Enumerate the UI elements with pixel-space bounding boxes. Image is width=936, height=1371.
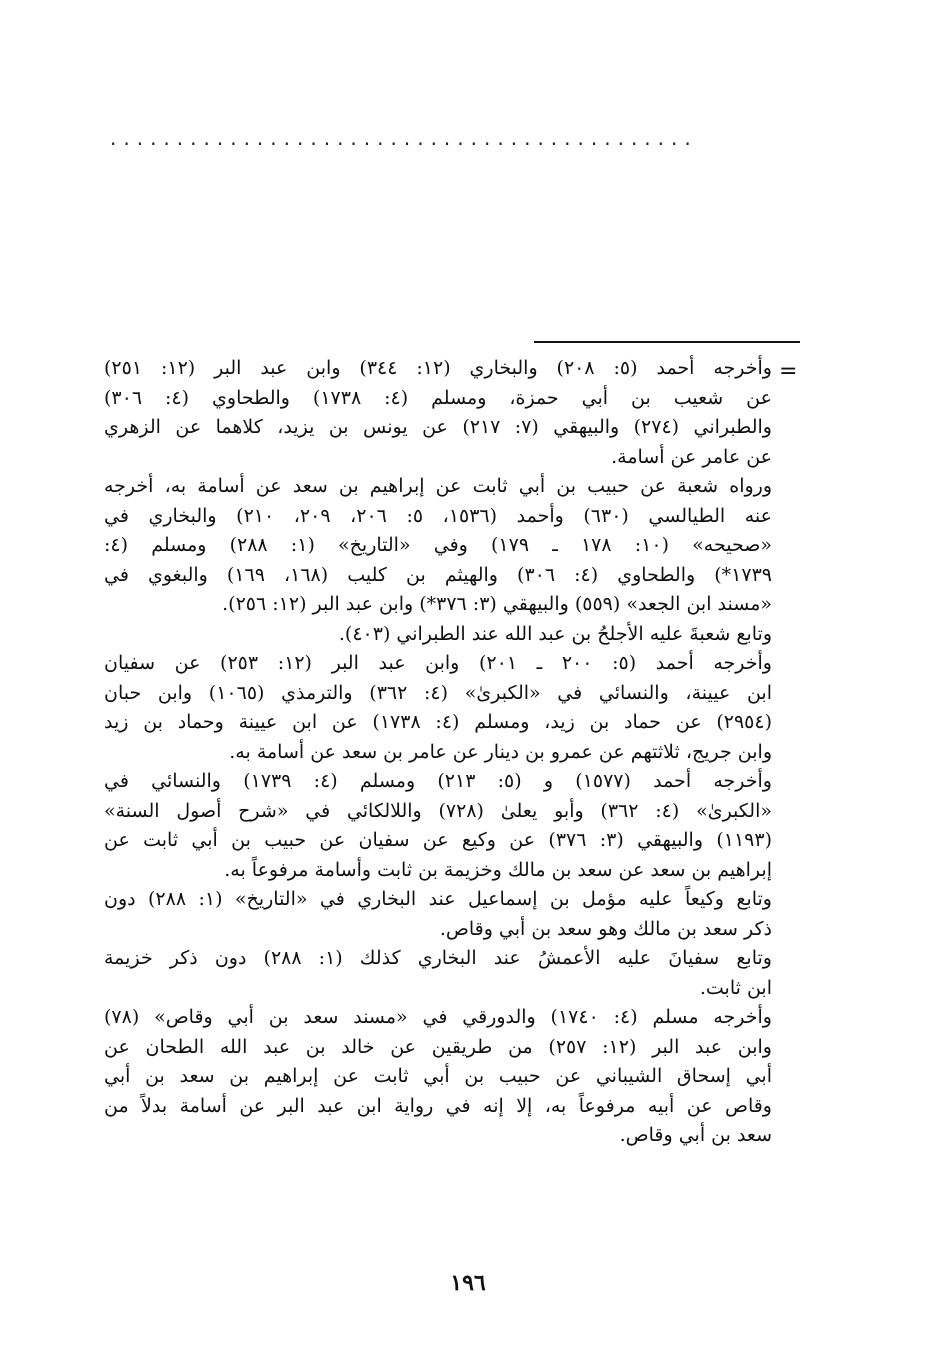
continuation-mark: = <box>779 359 798 384</box>
footnote-line: ذكر سعد بن مالك وهو سعد بن أبي وقاص. <box>439 917 772 940</box>
footnote-line: إبراهيم بن سعد عن سعد بن مالك وخزيمة بن ثابت وأسامة مرفوعاً به. <box>224 858 772 881</box>
footnote-line: (١١٩٣) والبيهقي (٣: ٣٧٦) عن وكيع عن سفيان عن حبيب بن أبي ثابت عن <box>104 829 772 851</box>
footnote-line: أبي إسحاق الشيباني عن حبيب بن أبي ثابت عن إبراهيم بن سعد بن أبي <box>104 1065 772 1087</box>
footnote-line: سعد بن أبي وقاص. <box>619 1124 772 1146</box>
section-separator-dots: ............................................ <box>110 128 698 148</box>
footnote-line: وتابع سفيانَ عليه الأعمشُ عند البخاري كذلك (١: ٢٨٨) دون ذكر خزيمة <box>104 947 772 969</box>
footnote-line: عن شعيب بن أبي حمزة، ومسلم (٤: ١٧٣٨) والطحاوي (٤: ٣٠٦) <box>104 386 772 409</box>
footnote-line: عن عامر عن أسامة. <box>611 445 772 468</box>
footnote-line: ١٧٣٩*) والطحاوي (٤: ٣٠٦) والهيثم بن كليب (١٦٨، ١٦٩) والبغوي في <box>104 563 772 586</box>
page-number: ١٩٦ <box>450 1270 486 1296</box>
footnote-line: وتابع شعبةَ عليه الأجلحُ بن عبد الله عند الطبراني (٤٠٣). <box>338 622 772 645</box>
footnote-line: وابن عبد البر (١٢: ٢٥٧) من طريقين عن خالد بن عبد الله الطحان عن <box>104 1035 772 1058</box>
footnote-line: وأخرجه مسلم (٤: ١٧٤٠) والدورقي في «مسند سعد بن أبي وقاص» (٧٨) <box>104 1006 772 1028</box>
footnote-line: عنه الطيالسي (٦٣٠) وأحمد (١٥٣٦، ٥: ٢٠٦، ٢٠٩، ٢١٠) والبخاري في <box>104 504 772 527</box>
footnote-line: وأخرجه أحمد (١٥٧٧) و (٥: ٢١٣) ومسلم (٤: ١٧٣٩) والنسائي في <box>104 770 772 792</box>
footnote-block <box>104 354 772 1151</box>
footnote-line: «صحيحه» (١٠: ١٧٨ ـ ١٧٩) وفي «التاريخ» (١: ٢٨٨) ومسلم (٤: <box>104 534 772 556</box>
footnote-rule <box>534 341 800 343</box>
footnote-line: وأخرجه أحمد (٥: ٢٠٨) والبخاري (١٢: ٣٤٤) وابن عبد البر (١٢: ٢٥١) <box>104 357 772 379</box>
footnote-line: ابن ثابت. <box>699 976 772 999</box>
footnote-line: وابن جريج، ثلاثتهم عن عمرو بن دينار عن عامر بن سعد عن أسامة به. <box>229 740 772 763</box>
footnote-line: وأخرجه أحمد (٥: ٢٠٠ ـ ٢٠١) وابن عبد البر (١٢: ٢٥٣) عن سفيان <box>104 652 772 674</box>
footnote-line: والطبراني (٢٧٤) والبيهقي (٧: ٢١٧) عن يونس بن يزيد، كلاهما عن الزهري <box>104 416 772 438</box>
footnote-line: «مسند ابن الجعد» (٥٥٩) والبيهقي (٣: ٣٧٦*) وابن عبد البر (١٢: ٢٥٦). <box>222 593 772 615</box>
footnote-line: «الكبرىٰ» (٤: ٣٦٢) وأبو يعلىٰ (٧٢٨) واللالكائي في «شرح أصول السنة» <box>104 799 772 822</box>
footnote-line: ابن عيينة، والنسائي في «الكبرىٰ» (٤: ٣٦٢) والترمذي (١٠٦٥) وابن حبان <box>104 681 772 704</box>
footnote-line: وقاص عن أبيه مرفوعاً به، إلا إنه في رواية ابن عبد البر عن أسامة بدلاً من <box>104 1094 772 1117</box>
footnote-line: ورواه شعبة عن حبيب بن أبي ثابت عن إبراهيم بن سعد عن أسامة به، أخرجه <box>104 475 772 497</box>
footnote-line: (٢٩٥٤) عن حماد بن زيد، ومسلم (٤: ١٧٣٨) عن ابن عيينة وحماد بن زيد <box>104 711 772 733</box>
footnote-line: وتابع وكيعاً عليه مؤمل بن إسماعيل عند البخاري في «التاريخ» (١: ٢٨٨) دون <box>104 888 772 910</box>
